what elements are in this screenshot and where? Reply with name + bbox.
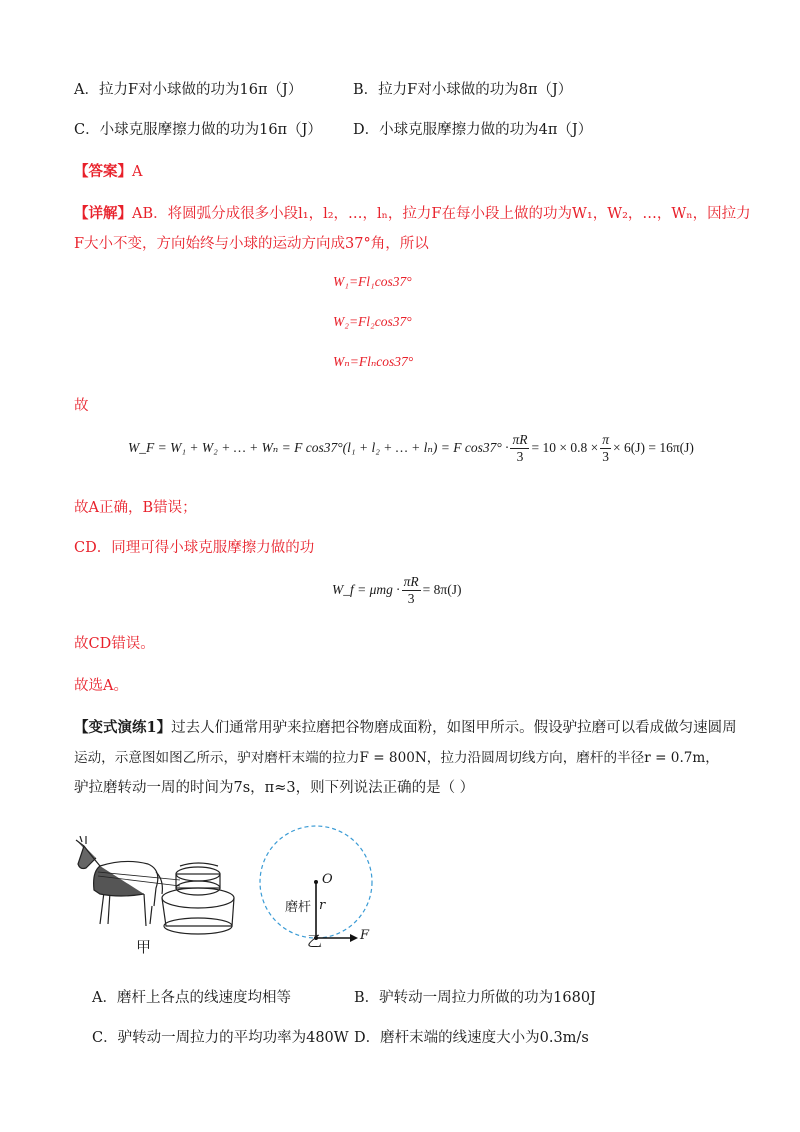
- exercise-line-1: [74, 716, 737, 737]
- equation-w2: W₂=Fl₂cos37°: [333, 314, 412, 329]
- answer-label: 【答案】: [74, 163, 132, 180]
- fraction-pir-3: [510, 432, 529, 465]
- final-answer: 故选A。: [74, 678, 128, 694]
- fraction-denominator: 3: [407, 590, 415, 606]
- fraction-numerator: πR: [403, 573, 419, 589]
- answer-line: [74, 160, 142, 181]
- exercise-label: 【变式演练1】: [74, 719, 172, 736]
- option-d-prev: D．小球克服摩擦力做的功为4π（J）: [353, 122, 593, 138]
- sum-right: × 6(J) = 16π(J): [612, 440, 694, 455]
- conclusion-cd: 故CD错误。: [74, 636, 155, 652]
- conclusion-ab: 故A正确，B错误；: [74, 500, 197, 516]
- explain-line-2: F大小不变，方向始终与小球的运动方向成37°角，所以: [74, 236, 429, 252]
- option-d: D．磨杆末端的线速度大小为0.3m/s: [354, 1030, 589, 1046]
- explain-line-1: [74, 202, 751, 223]
- fraction-numerator: π: [602, 431, 609, 447]
- fraction-numerator: πR: [512, 431, 528, 447]
- fraction-denominator: 3: [516, 448, 524, 464]
- exercise-line-2: 运动，示意图如图乙所示，驴对磨杆末端的拉力F = 800N，拉力沿圆周切线方向，磨杆的半径r = 0.7m，: [74, 750, 719, 766]
- arrow-head-icon: [350, 934, 358, 942]
- fraction-pir-3-wf: [402, 574, 421, 607]
- label-f: F: [360, 928, 370, 943]
- answer-value: A: [132, 164, 143, 180]
- sum-left: W_F = W₁ + W₂ + … + Wₙ = F cos37°(l₁ + l₂ + … + lₙ) = F cos37° ·: [128, 440, 509, 455]
- option-c-prev: C．小球克服摩擦力做的功为16π（J）: [74, 122, 322, 138]
- option-a: A．磨杆上各点的线速度均相等: [92, 990, 291, 1006]
- option-c: C．驴转动一周拉力的平均功率为480W: [92, 1030, 349, 1046]
- figure-label-jia: 甲: [136, 938, 152, 956]
- equation-w1: W₁=Fl₁cos37°: [333, 274, 412, 289]
- equation-wn: Wₙ=Flₙcos37°: [333, 354, 414, 369]
- wf-right: = 8π(J): [422, 582, 462, 597]
- option-b-prev: B．拉力F对小球做的功为8π（J）: [353, 82, 573, 98]
- label-o: O: [322, 872, 333, 887]
- sum-mid: = 10 × 0.8 ×: [531, 440, 599, 455]
- option-b: B．驴转动一周拉力所做的功为1680J: [354, 990, 596, 1006]
- exercise-text-1: 过去人们通常用驴来拉磨把谷物磨成面粉，如图甲所示。假设驴拉磨可以看成做匀速圆周: [171, 720, 737, 736]
- donkey-mill-illustration: [70, 836, 250, 940]
- cd-intro: CD．同理可得小球克服摩擦力做的功: [74, 540, 315, 556]
- label-rod: 磨杆: [285, 900, 312, 915]
- exercise-line-3: 驴拉磨转动一周的时间为7s，π≈3，则下列说法正确的是（ ）: [74, 780, 475, 796]
- fraction-denominator: 3: [602, 448, 609, 464]
- wf-left: W_f = μmg ·: [332, 582, 400, 597]
- option-a-prev: A．拉力F对小球做的功为16π（J）: [74, 82, 303, 98]
- work-sum-equation: [128, 428, 694, 468]
- friction-work-equation: [332, 570, 461, 610]
- figure-label-yi: 乙: [307, 932, 323, 950]
- center-point: [314, 880, 318, 884]
- explain-label: 【详解】: [74, 205, 132, 222]
- fraction-pi-3: [600, 432, 611, 465]
- gu-text: 故: [74, 398, 89, 414]
- explain-text-1: AB．将圆弧分成很多小段l₁，l₂，…，lₙ，拉力F在每小段上做的功为W₁，W₂，…，Wₙ，因拉力: [132, 206, 751, 222]
- label-r: r: [319, 898, 326, 913]
